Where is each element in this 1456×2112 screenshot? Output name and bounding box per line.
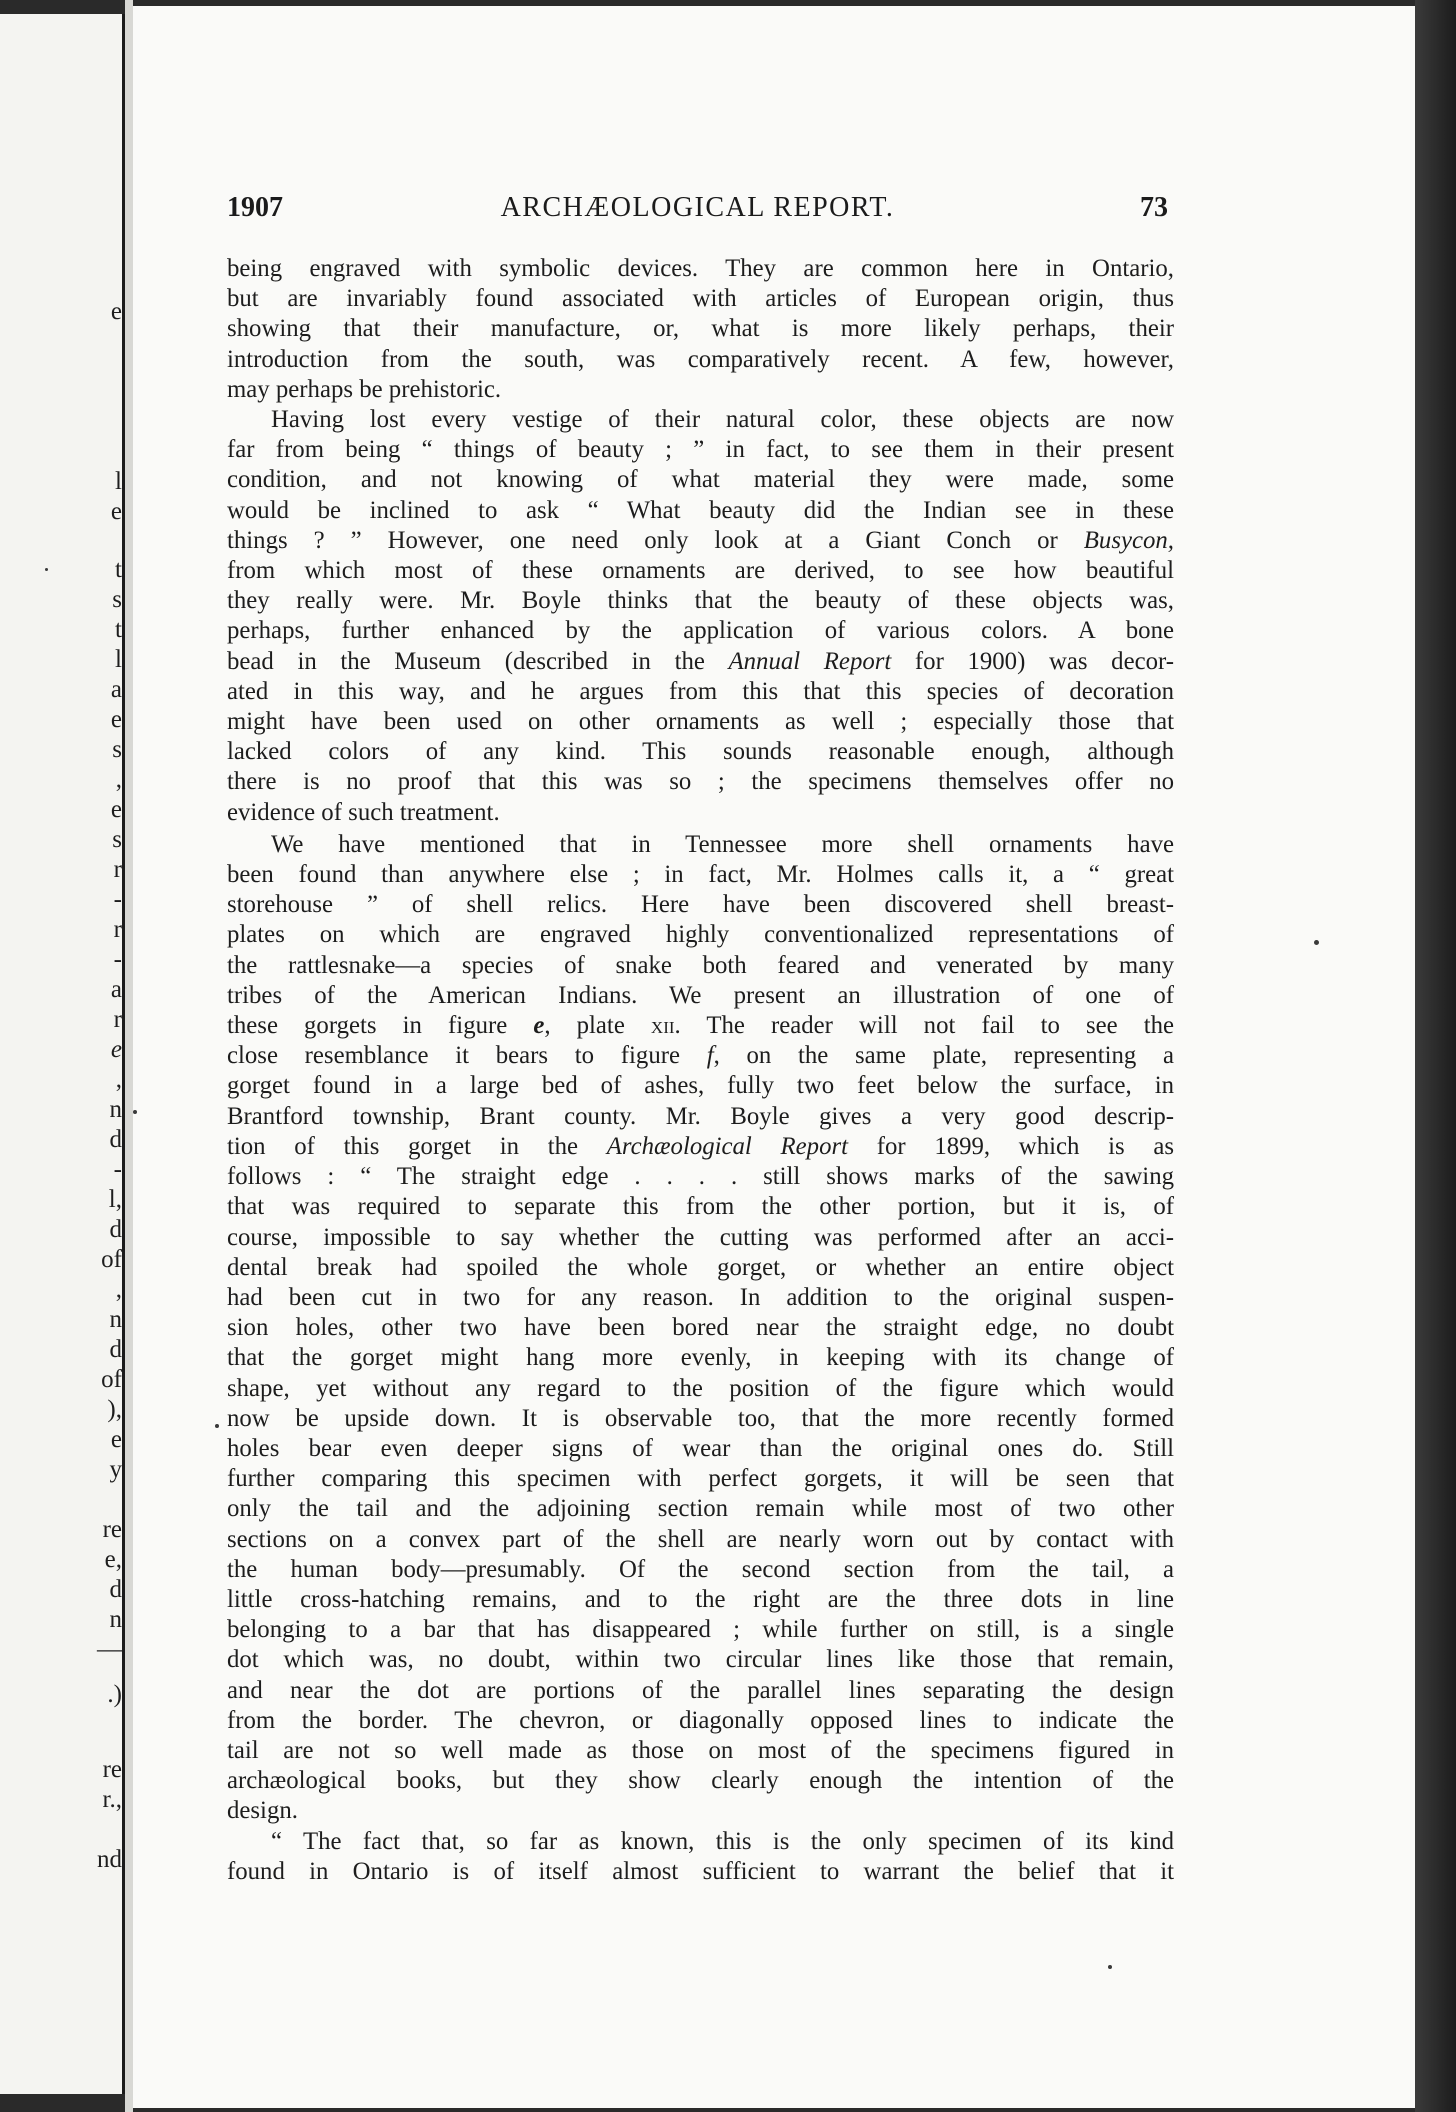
ink-speck [133, 1110, 137, 1114]
text-line: only the tail and the adjoining section remain while most of two other [227, 1495, 1174, 1523]
left-fragment: s [112, 586, 122, 613]
ink-speck [215, 1424, 219, 1428]
left-fragment: e [110, 1036, 122, 1063]
left-fragment: nd [97, 1846, 122, 1873]
text-line: condition, and not knowing of what material they were made, some [227, 466, 1174, 494]
left-fragment: r [113, 856, 122, 883]
text-line: introduction from the south, was comparatively recent. A few, however, [227, 345, 1174, 373]
left-fragment: d [109, 1126, 122, 1153]
header-year: 1907 [227, 192, 283, 223]
text-line: Brantford township, Brant county. Mr. Boyle gives a very good descrip- [227, 1102, 1174, 1130]
text-line: tail are not so well made as those on most of the specimens figured in [227, 1736, 1174, 1764]
left-fragment: , [115, 1066, 122, 1093]
left-fragment: re [102, 1516, 122, 1543]
text-line: they really were. Mr. Boyle thinks that the beauty of these objects was, [227, 587, 1174, 615]
text-line: had been cut in two for any reason. In addition to the original suspen- [227, 1283, 1174, 1311]
text-line: far from being “ things of beauty ; ” in fact, to see them in their present [227, 436, 1174, 464]
text-line: tribes of the American Indians. We present an illustration of one of [227, 981, 1174, 1009]
text-line: there is no proof that this was so ; the specimens themselves offer no [227, 768, 1174, 796]
text-line: now be upside down. It is observable too, that the more recently formed [227, 1404, 1174, 1432]
text-line: found in Ontario is of itself almost sufficient to warrant the belief that it [227, 1857, 1174, 1885]
page-edge-shadow [1415, 0, 1456, 2112]
text-line: We have mentioned that in Tennessee more shell ornaments have [271, 830, 1174, 858]
text-line: showing that their manufacture, or, what is more likely perhaps, their [227, 315, 1174, 343]
left-fragment: d [109, 1576, 122, 1603]
ink-speck [1108, 1965, 1112, 1969]
text-line: storehouse ” of shell relics. Here have been discovered shell breast- [227, 891, 1174, 919]
text-line: evidence of such treatment. [227, 798, 500, 826]
text-line: close resemblance it bears to figure f, on the same plate, representing a [227, 1042, 1174, 1070]
text-line: sections on a convex part of the shell are nearly worn out by contact with [227, 1525, 1174, 1553]
left-fragment: a [110, 676, 122, 703]
text-line: ated in this way, and he argues from this that this species of decoration [227, 677, 1174, 705]
text-line: tion of this gorget in the Archæological Report for 1899, which is as [227, 1132, 1175, 1160]
left-fragment: e, [104, 1546, 122, 1573]
ink-speck [1314, 940, 1319, 945]
left-fragment: ), [107, 1396, 122, 1423]
left-fragment: r [113, 916, 122, 943]
left-fragment: , [115, 766, 122, 793]
left-fragment: d [109, 1336, 122, 1363]
body-text [227, 254, 1174, 1887]
text-line: Having lost every vestige of their natural color, these objects are now [271, 406, 1174, 434]
text-line: “ The fact that, so far as known, this is the only specimen of its kind [271, 1827, 1174, 1855]
left-fragment: y [109, 1456, 122, 1483]
text-line: design. [227, 1797, 298, 1825]
text-line: been found than anywhere else ; in fact, Mr. Holmes calls it, a “ great [227, 861, 1174, 889]
text-line: from which most of these ornaments are derived, to see how beautiful [227, 557, 1174, 585]
left-fragment: n [109, 1096, 122, 1123]
text-line: dot which was, no doubt, within two circular lines like those that remain, [227, 1646, 1174, 1674]
text-line: gorget found in a large bed of ashes, fully two feet below the surface, in [227, 1072, 1174, 1100]
left-fragment: , [115, 1276, 122, 1303]
text-line: the human body—presumably. Of the second section from the tail, a [227, 1555, 1174, 1583]
left-fragment: - [113, 946, 122, 973]
left-fragment: r., [102, 1786, 122, 1813]
left-fragment: l, [108, 1186, 122, 1213]
text-line: little cross-hatching remains, and to the right are the three dots in line [227, 1585, 1174, 1613]
text-line: bead in the Museum (described in the Annual Report for 1900) was decor- [227, 647, 1174, 675]
text-line: perhaps, further enhanced by the application of various colors. A bone [227, 617, 1174, 645]
text-line: that the gorget might hang more evenly, in keeping with its change of [227, 1344, 1174, 1372]
text-line: the rattlesnake—a species of snake both feared and venerated by many [227, 951, 1174, 979]
text-line: course, impossible to say whether the cutting was performed after an acci- [227, 1223, 1174, 1251]
left-fragment: n [109, 1306, 122, 1333]
text-line: would be inclined to ask “ What beauty did the Indian see in these [227, 496, 1174, 524]
left-fragment: — [97, 1636, 122, 1663]
text-line: shape, yet without any regard to the position of the figure which would [227, 1374, 1174, 1402]
text-line: being engraved with symbolic devices. They are common here in Ontario, [227, 255, 1174, 282]
left-fragment: l [115, 646, 122, 673]
left-fragment: e [110, 796, 122, 823]
text-line: archæological books, but they show clearly enough the intention of the [227, 1767, 1174, 1795]
page-number: 73 [1140, 192, 1168, 223]
left-fragment: t [115, 556, 122, 583]
text-line: from the border. The chevron, or diagonally opposed lines to indicate the [227, 1706, 1174, 1734]
text-line: might have been used on other ornaments as well ; especially those that [227, 708, 1174, 736]
binding-gutter [125, 0, 133, 2112]
text-line: these gorgets in figure e, plate xii. The reader will not fail to see the [227, 1012, 1174, 1040]
left-fragment: n [109, 1606, 122, 1633]
text-line: dental break had spoiled the whole gorget, or whether an entire object [227, 1253, 1174, 1281]
left-fragment: of [101, 1366, 122, 1393]
text-line: belonging to a bar that has disappeared ; while further on still, is a single [227, 1616, 1174, 1644]
left-fragment: re [102, 1756, 122, 1783]
text-line: and near the dot are portions of the parallel lines separating the design [227, 1676, 1174, 1704]
left-fragment: s [112, 826, 122, 853]
left-fragment: - [113, 1156, 122, 1183]
text-line: plates on which are engraved highly conventionalized representations of [227, 921, 1174, 949]
left-fragment: r [113, 1006, 122, 1033]
left-fragment: s [112, 736, 122, 763]
left-fragment: a [110, 976, 122, 1003]
text-line: that was required to separate this from the other portion, but it is, of [227, 1193, 1174, 1221]
ink-speck [45, 568, 48, 571]
text-line: follows : “ The straight edge . . . . still shows marks of the sawing [227, 1163, 1174, 1191]
text-line: but are invariably found associated with articles of European origin, thus [227, 285, 1174, 313]
left-fragment: - [113, 886, 122, 913]
left-fragment: of [101, 1246, 122, 1273]
left-fragment: e [110, 1426, 122, 1453]
text-line: sion holes, other two have been bored near the straight edge, no doubt [227, 1314, 1174, 1342]
text-line: holes bear even deeper signs of wear than the original ones do. Still [227, 1434, 1174, 1462]
text-line: lacked colors of any kind. This sounds reasonable enough, although [227, 738, 1174, 766]
header-title: ARCHÆOLOGICAL REPORT. [500, 192, 895, 223]
running-header [227, 192, 1168, 232]
left-fragment: e [110, 706, 122, 733]
left-fragment: d [109, 1216, 122, 1243]
left-page-edge [0, 14, 125, 2094]
text-line: further comparing this specimen with perfect gorgets, it will be seen that [227, 1465, 1174, 1493]
left-fragment: l [115, 468, 122, 495]
left-fragment: t [115, 616, 122, 643]
text-line: things ? ” However, one need only look at a Giant Conch or Busycon, [227, 526, 1174, 554]
left-fragment: e [110, 298, 122, 325]
left-fragment: .) [107, 1681, 122, 1708]
text-line: may perhaps be prehistoric. [227, 375, 502, 403]
left-fragment: e [110, 498, 122, 525]
